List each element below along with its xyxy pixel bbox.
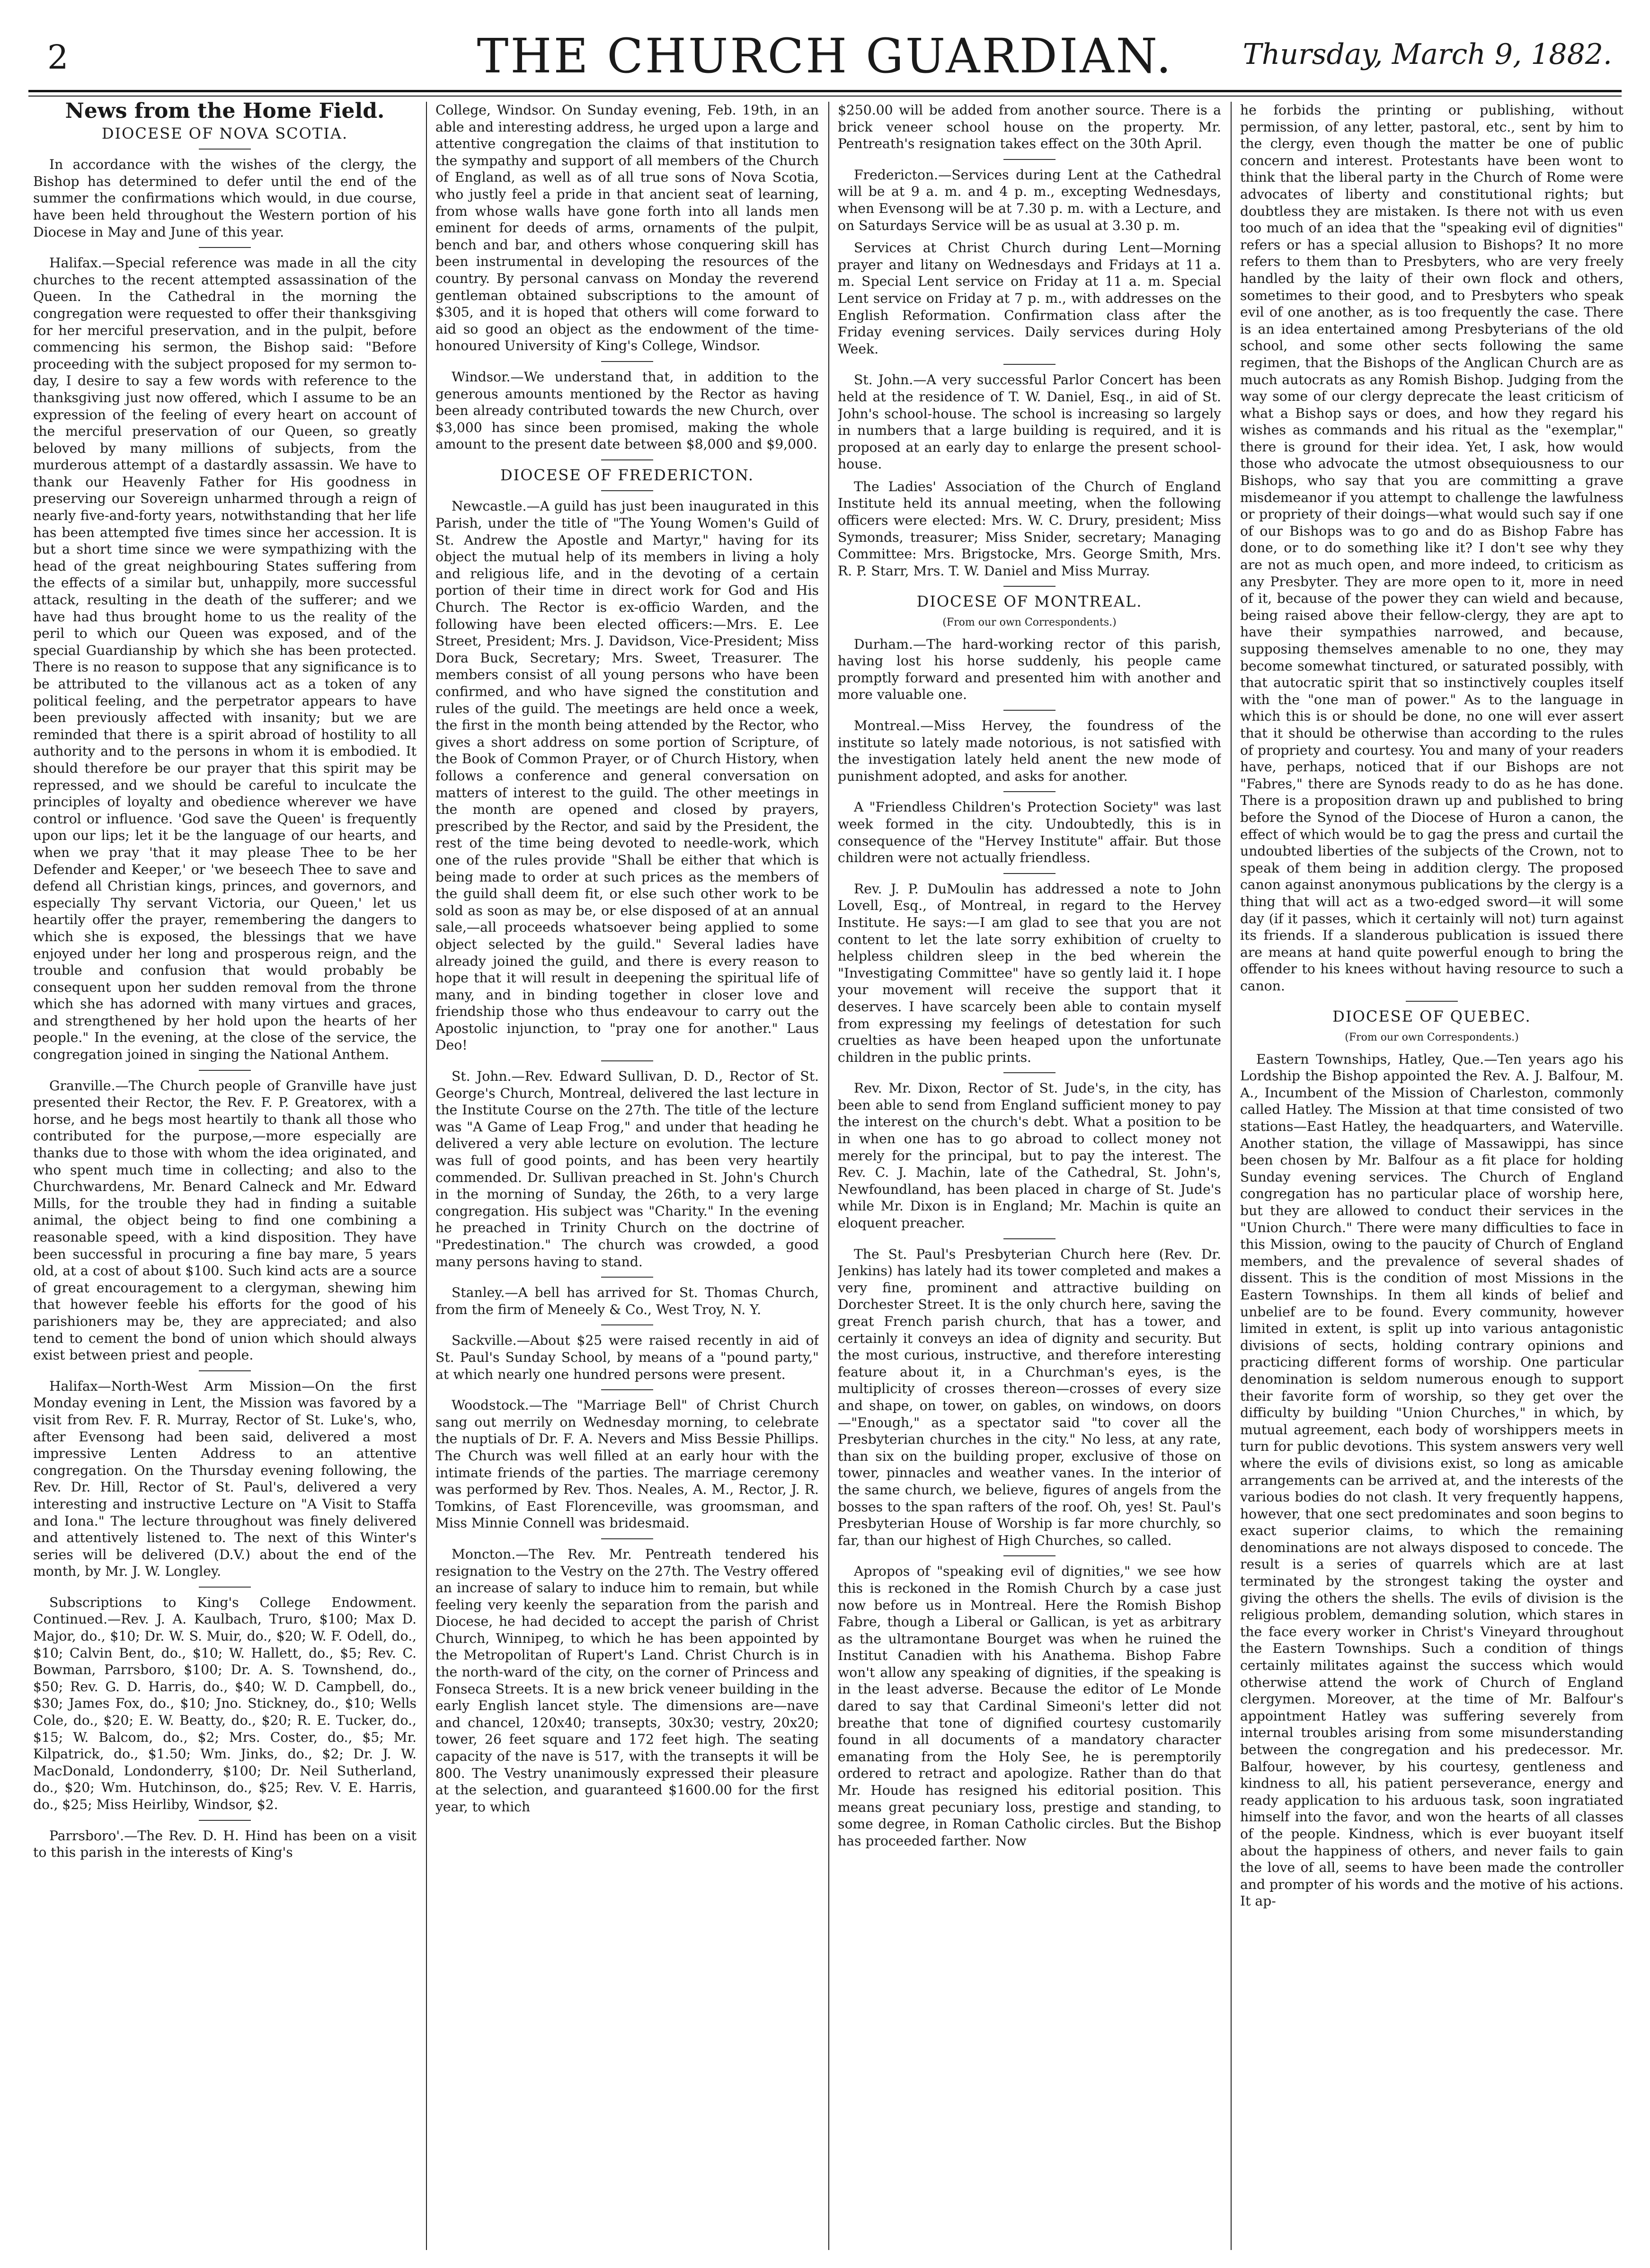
article-paragraph: St. John.—Rev. Edward Sullivan, D. D., Rector of St. George's Church, Montreal, delivered the last lecture in the Institute Course on the 27th. The title of the lecture was "A Game of Leap Frog," and under that heading he delivered a very able lecture on evolution. The lecture was full of good points, and has been very heartily commended. Dr. Sullivan preached in St. John's Church in the morning of Sunday, the 26th, to a very large congregation. His subject was "Charity." In the evening he preached in Trinity Church on the doctrine of "Predestination." The church was crowded, a good many persons having to stand. <box>435 1068 819 1270</box>
article-paragraph: Sackville.—About $25 were raised recently in aid of St. Paul's Sunday School, by means of a "pound party," at which nearly one hundred persons were present. <box>435 1333 819 1382</box>
article-paragraph: Stanley.—A bell has arrived for St. Thomas Church, from the firm of Meneely & Co., West Troy, N. Y. <box>435 1285 819 1317</box>
article-paragraph: Moncton.—The Rev. Mr. Pentreath tendered his resignation to the Vestry on the 27th. The Vestry offered an increase of salary to induce him to remain, but while feeling very keenly the separation from the parish and Diocese, he had decided to accept the parish of Christ Church, Winnipeg, to which he has been appointed by the Metropolitan of Rupert's Land. Christ Church is in the north-ward of the city, on the corner of Princess and Fonseca Streets. It is a new brick veneer building in the early English lancet style. The dimensions are—nave and chancel, 120x40; transepts, 30x30; vestry, 20x20; tower, 26 feet square and 172 feet high. The seating capacity of the nave is 517, with the transepts it will be 800. The Vestry unanimously expressed their pleasure at the selection, and guaranteed $1600.00 for the first year, to which <box>435 1546 819 1815</box>
article-paragraph: $250.00 will be added from another source. There is a brick veneer school house on the property. Mr. Pentreath's resignation takes effect on the 30th April. <box>838 102 1221 152</box>
article-paragraph: Subscriptions to King's College Endowment. Continued.—Rev. J. A. Kaulbach, Truro, $100; Max D. Major, do., $10; Dr. W. S. Muir, do., $20; W. F. Odell, do., $10; Calvin Bent, do., $10; W. Hallett, do., $5; Rev. C. Bowman, Parrsboro, $100; Dr. A. S. Townshend, do., $50; Rev. G. D. Harris, do., $40; W. D. Campbell, do., $30; James Fox, do., $10; Jno. Stickney, do., $10; Wells Cole, do., $20; E. W. Beatty, do., $20; R. E. Tucker, do., $15; W. Balcom, do., $2; Mrs. Coster, do., $5; Mr. Kilpatrick, do., $1.50; Wm. Jinks, do., $2; Dr. J. W. MacDonald, Londonderry, $100; Dr. Neil Sutherland, do., $20; Wm. Hutchinson, do., $25; Rev. V. E. Harris, do., $25; Miss Heirliby, Windsor, $2. <box>33 1594 417 1812</box>
article-separator <box>1003 1238 1056 1239</box>
article-paragraph: Halifax—North-West Arm Mission—On the first Monday evening in Lent, the Mission was favored by a visit from Rev. F. R. Murray, Rector of St. Luke's, who, after Evensong had been said, delivered a most impressive Lenten Address to an attentive congregation. On the Thursday evening following, the Rev. Dr. Hill, Rector of St. Paul's, delivered a very interesting and instructive Lecture on "A Visit to Staffa and Iona." The lecture throughout was finely delivered and attentively listened to. The next of this Winter's series will be delivered (D.V.) about the end of the month, by Mr. J. W. Longley. <box>33 1378 417 1580</box>
column-divider <box>1231 102 1232 2250</box>
article-separator <box>1003 710 1056 711</box>
column-3 <box>838 102 1221 2250</box>
column-divider <box>828 102 829 2250</box>
diocese-heading: DIOCESE OF MONTREAL. <box>916 592 1143 611</box>
article-separator <box>199 1820 251 1821</box>
article-paragraph: Woodstock.—The "Marriage Bell" of Christ Church sang out merrily on Wednesday morning, to celebrate the nuptials of Dr. F. A. Nevers and Miss Bessie Phillips. The Church was well filled at an early hour with the intimate friends of the parties. The marriage ceremony was performed by Rev. Thos. Neales, A. M., Rector, J. R. Tomkins, of East Florenceville, was groomsman, and Miss Minnie Connell was bridesmaid. <box>435 1397 819 1531</box>
article-separator <box>199 1070 251 1071</box>
article-paragraph: St. John.—A very successful Parlor Concert has been held at the residence of T. W. Daniel, Esq., in aid of St. John's school-house. The school is increasing so largely in numbers that a large building is required, and it is proposed at an early day to enlarge the present school-house. <box>838 372 1221 472</box>
article-separator <box>1003 873 1056 874</box>
article-separator <box>601 1277 653 1278</box>
article-separator <box>199 247 251 248</box>
article-separator <box>1003 586 1056 587</box>
article-paragraph: In accordance with the wishes of the clergy, the Bishop has determined to defer until the end of the summer the confirmations which would, in due course, have been held throughout the Western portion of his Diocese in May and June of this year. <box>33 157 417 240</box>
page-number: 2 <box>47 38 69 77</box>
article-paragraph: College, Windsor. On Sunday evening, Feb. 19th, in an able and interesting address, he urged upon a large and attentive congregation the claims of that institution to the sympathy and support of all members of the Church of England, as well as of all true sons of Nova Scotia, who justly feel a pride in that ancient seat of learning, from whose walls have gone forth into all lands men eminent for deeds of arms, ornaments of the pulpit, bench and bar, and others whose conquering skill has been instrumental in developing the resources of the country. By personal canvass on Monday the reverend gentleman obtained subscriptions to the amount of $305, and it is hoped that others will come forward to aid so good an object as the endowment of the time-honoured University of King's College, Windsor. <box>435 102 819 354</box>
column-1 <box>33 102 417 2250</box>
diocese-heading: DIOCESE OF NOVA SCOTIA. <box>101 124 348 142</box>
newspaper-title: THE CHURCH GUARDIAN. <box>477 28 1173 84</box>
section-title: News from the Home Field. <box>65 102 385 123</box>
masthead-rule <box>28 90 1622 92</box>
column-4 <box>1240 102 1623 2250</box>
column-2 <box>435 102 819 2250</box>
article-paragraph: Rev. Mr. Dixon, Rector of St. Jude's, in the city, has been able to send from England sufficient money to pay the interest on the church's debt. What a position to be in when one has to go abroad to collect money not merely for the principal, but to pay the interest. The Rev. C. J. Machin, late of the Cathedral, St. John's, Newfoundland, has been placed in charge of St. Jude's while Mr. Dixon is in England; Mr. Machin is quite an eloquent preacher. <box>838 1080 1221 1231</box>
diocese-heading: DIOCESE OF FREDERICTON. <box>500 466 754 484</box>
article-separator <box>1406 1001 1458 1002</box>
masthead <box>28 19 1622 90</box>
correspondent-note: (From our own Correspondents.) <box>1345 1032 1519 1044</box>
article-separator <box>199 1587 251 1588</box>
article-paragraph: Fredericton.—Services during Lent at the Cathedral will be at 9 a. m. and 4 p. m., excepting Wednesdays, when Evensong will be at 7.30 p. m. with a Lecture, and on Saturdays Service will be as usual at 3.30 p. m. <box>838 167 1221 233</box>
article-separator <box>601 1538 653 1539</box>
article-separator <box>601 1324 653 1325</box>
article-separator <box>1003 1555 1056 1556</box>
article-separator <box>601 1389 653 1390</box>
article-paragraph: Apropos of "speaking evil of dignities," we see how this is reckoned in the Romish Church by a case just now before us in Montreal. Here the Romish Bishop Fabre, though a Liberal or Gallican, is yet as arbitrary as the ultramontane Bourget was when he ruined the Institut Canadien with his Anathema. Bishop Fabre won't allow any speaking of dignities, if the speaking is in the least adverse. Because the editor of Le Monde dared to say that Cardinal Simeoni's letter did not breathe that tone of dignified courtesy customarily found in all documents of a mandatory character emanating from the Holy See, he is peremptorily ordered to retract and apologize. Rather than do that Mr. Houde has resigned his editorial position. This means great pecuniary loss, prestige and standing, to some degree, in Roman Catholic circles. But the Bishop has proceeded farther. Now <box>838 1563 1221 1849</box>
article-separator <box>1003 1072 1056 1073</box>
article-paragraph: Parrsboro'.—The Rev. D. H. Hind has been on a visit to this parish in the interests of King's <box>33 1827 417 1861</box>
article-paragraph: Services at Christ Church during Lent—Morning prayer and litany on Wednesdays and Fridays at 11 a. m. Special Lent service on Friday at 11 a. m. Special Lent service on Friday at 7 p. m., with addresses on the English Reformation. Confirmation class after the Friday evening services. Daily services during Holy Week. <box>838 240 1221 357</box>
correspondent-note: (From our own Correspondents.) <box>942 617 1117 629</box>
article-separator <box>1003 364 1056 365</box>
article-separator <box>601 459 653 460</box>
article-paragraph: Newcastle.—A guild has just been inaugurated in this Parish, under the title of "The Young Women's Guild of St. Andrew the Apostle and Martyr," having for its object the mutual help of its members in living a holy and religious life, and in the devoting of a certain portion of their time in direct work for God and His Church. The Rector is ex-officio Warden, and the following have been elected officers:—Mrs. E. Lee Street, President; Mrs. J. Davidson, Vice-President; Miss Dora Buck, Secretary; Mrs. Sweet, Treasurer. The members consist of all young persons who have been confirmed, and who have signed the constitution and rules of the guild. The meetings are held once a week, the first in the month being attended by the Rector, who gives a short address on some portion of Scripture, of the Book of Common Prayer, or of Church History, when follows a conference and general conversation on matters of interest to the guild. The other meetings in the month are opened and closed by prayers, prescribed by the Rector, and said by the President, the rest of the time being devoted to needle-work, which one of the rules provide "Shall be either that which is being made to order at such prices as the members of the guild shall deem fit, or else such other work to be sold as soon as may be, or else disposed of at an annual sale,—all proceeds whatsoever being applied to some object selected by the guild." Several ladies have already joined the guild, and there is every reason to hope that it will result in deepening the spiritual life of many, and in binding together in closer love and friendship those who thus endeavour to carry out the Apostolic injunction, to "pray one for another." Laus Deo! <box>435 498 819 1053</box>
article-separator <box>601 1060 653 1061</box>
diocese-heading: DIOCESE OF QUEBEC. <box>1332 1007 1531 1026</box>
article-separator <box>1003 159 1056 160</box>
article-paragraph: Eastern Townships, Hatley, Que.—Ten years ago his Lordship the Bishop appointed the Rev. A. J. Balfour, M. A., Incumbent of the Mission of Charleston, commonly called Hatley. The Mission at that time consisted of two stations—East Hatley, the headquarters, and Waterville. Another station, the village of Massawippi, has since been chosen by Mr. Balfour as a fit place for holding Sunday evening services. The Church of England congregation has no particular place of worship here, but they are allowed to conduct their services in the "Union Church." There were many difficulties to face in this Mission, owing to the paucity of Church of England members, and the prevalence of several shades of dissent. This is the condition of most Missions in the Eastern Townships. In them all kinds of belief and unbelief are to be found. Every community, however limited in extent, is split up into various antagonistic divisions of sects, holding contrary opinions and practicing different forms of worship. One particular denomination is seldom numerous enough to support their favorite form of worship, so they get over the difficulty by building "Union Churches," in which, by mutual agreement, each body of worshippers meets in turn for public devotions. This system answers very well where the evils of divisions exist, so long as amicable arrangements can be arrived at, and the interests of the various bodies do not clash. It very frequently happens, however, that one sect predominates and soon begins to exact superior claims, to which the remaining denominations are not always disposed to concede. The result is a series of quarrels which are at last terminated by the strongest taking the oyster and giving the others the shells. The evils of division is the religious problem, demanding solution, which stares in the face every worker in Christ's Vineyard throughout the Eastern Townships. Such a condition of things certainly militates against the success which would otherwise attend the work of Church of England clergymen. Moreover, at the time of Mr. Balfour's appointment Hatley was suffering severely from internal troubles arising from some misunderstanding between the congregation and his predecessor. Mr. Balfour, however, by his courtesy, gentleness and kindness to all, his patient perseverance, energy and ready application to his arduous task, soon ingratiated himself into the favor, and won the hearts of all classes of the people. Kindness, which is ever buoyant itself about the happiness of others, and never fails to gain the love of all, seems to have been made the controller and prompter of his words and the motive of his actions. It ap- <box>1240 1051 1623 1909</box>
issue-date: Thursday, March 9, 1882. <box>1242 38 1612 71</box>
article-separator <box>1003 791 1056 792</box>
article-separator <box>601 361 653 362</box>
article-paragraph: A "Friendless Children's Protection Society" was last week formed in the city. Undoubtedly, this is in consequence of the "Hervey Institute" affair. But those children were not actually friendless. <box>838 799 1221 866</box>
article-paragraph: Montreal.—Miss Hervey, the foundress of the institute so lately made notorious, is not satisfied with the investigation lately held anent the new mode of punishment adopted, and asks for another. <box>838 718 1221 784</box>
article-paragraph: he forbids the printing or publishing, without permission, of any letter, pastoral, etc., sent by him to the clergy, even though the matter be one of public concern and interest. Protestants have been wont to think that the liberal party in the Church of Rome were advocates of liberty and constitutional rights; but doubtless they are mistaken. Is there not with us even too much of an idea that the "speaking evil of dignities" refers or has a special allusion to Bishops? It no more refers to them than to Presbyters, who are very freely handled by the laity of their own flock and others, sometimes to their good, and to Presbyters who speak evil of one another, as is too frequently the case. There is an idea entertained among Presbyterians of the old school, and some other sects following the same regimen, that the Bishops of the Anglican Church are as much autocrats as any Romish Bishop. Judging from the way some of our clergy deprecate the least criticism of what a Bishop says or does, and how they regard his wishes as commands and his ritual as the "exemplar," there is ground for their idea. Yet, I ask, how would those who advocate the utmost obsequiousness to our Bishops, who say that you are committing a grave misdemeanor if you attempt to challenge the lawfulness or propriety of their doings—what would such say if one of our Bishops was to go and do as Bishop Fabre has done, or to do something like it? I don't see why they are not as much open, and more indeed, to criticism as any Presbyter. They are more open to it, more in need of it, because of the power they can wield and because, being raised above their fellow-clergy, they are apt to have their sympathies narrowed, and because, supposing themselves amenable to no one, they may become somewhat tinctured, or saturated possibly, with that autocratic spirit that so instinctively couples itself with the "one man of power." As to the language in which this is or should be done, no one will ever assert that it should be otherwise than according to the rules of propriety and courtesy. You and many of your readers have, perhaps, noticed that if our Bishops are not "Fabres," there are Synods ready to do as he has done. There is a proposition drawn up and published to bring before the Synod of the Diocese of Huron a canon, the effect of which would be to gag the press and curtail the undoubted liberties of the subjects of the Crown, not to speak of them being in addition clergy. The proposed canon against anonymous publications by the clergy is a thing that will act as a two-edged sword—it will some day (if it passes, which it certainly will not) turn against its friends. If a slanderous publication is issued there are means at hand quite powerful enough to bring the offender to his knees without having resource to such a canon. <box>1240 102 1623 994</box>
article-paragraph: The Ladies' Association of the Church of England Institute held its annual meeting, when the following officers were elected: Mrs. W. C. Drury, president; Miss Symonds, treasurer; Miss Snider, secretary; Managing Committee: Mrs. Brigstocke, Mrs. George Smith, Mrs. R. P. Starr, Mrs. T. W. Daniel and Miss Murray. <box>838 478 1221 579</box>
article-separator <box>601 490 653 491</box>
article-paragraph: Halifax.—Special reference was made in all the city churches to the recent attempted assassination of the Queen. In the Cathedral in the morning the congregation were requested to offer their thanksgiving for her merciful preservation, and in the pulpit, before commencing his sermon, the Bishop said: "Before proceeding with the subject proposed for my sermon to-day, I desire to say a few words with reference to the thanksgiving just now offered, which I assume to be an expression of the feeling of every heart on account of the merciful preservation of our Queen, so greatly beloved by many millions of subjects, from the murderous attempt of a dastardly assassin. We have to thank our Heavenly Father for His goodness in preserving our Sovereign unharmed through a reign of nearly five-and-forty years, notwithstanding that her life has been attempted five times since her accession. It is but a short time since we were sympathizing with the head of the great neighbouring States suffering from the effects of a similar but, unhappily, more successful attack, resulting in the death of the sufferer; and we have had thus brought home to us the reality of the peril to which our Queen was exposed, and of the special Guardianship by which she has been protected. There is no reason to suppose that any significance is to be attributed to the villanous act as a token of any political feeling, and the perpetrator appears to have been previously affected with insanity; but we are reminded that there is a spirit abroad of hostility to all authority and to the persons in whom it is embodied. It should therefore be our prayer that this spirit may be repressed, and we should be careful to inculcate the principles of loyalty and obedience wherever we have control or influence. 'God save the Queen' is frequently upon our lips; let it be the language of our hearts, and when we pray 'that it may please Thee to be her Defender and Keeper,' or 'we beseech Thee to save and defend all Christian kings, princes, and governors, and especially Thy servant Victoria, our Queen,' let us heartily offer the prayer, remembering the dangers to which she is exposed, the blessings that we have enjoyed under her long and prosperous reign, and the trouble and confusion that would probably be consequent upon her sudden removal from the throne which she has adorned with many virtues and graces, and strengthened by her hold upon the hearts of her people." In the evening, at the close of the service, the congregation joined in singing the National Anthem. <box>33 255 417 1063</box>
article-paragraph: Windsor.—We understand that, in addition to the generous amounts mentioned by the Rector as having been already contributed towards the new Church, over $3,000 has since been promised, making the whole amount to the present date between $8,000 and $9,000. <box>435 369 819 452</box>
article-paragraph: Rev. J. P. DuMoulin has addressed a note to John Lovell, Esq., of Montreal, in regard to the Hervey Institute. He says:—I am glad to see that you are not content to let the late sorry exhibition of cruelty to helpless children sleep in the bed wherein the "Investigating Committee" have so gently laid it. I hope your movement will receive the support that it deserves. I have scarcely been able to contain myself from expressing my feelings of detestation for such cruelties as have been heaped upon the unfortunate children in the public prints. <box>838 881 1221 1065</box>
masthead-rule-thin <box>28 96 1622 97</box>
article-paragraph: Granville.—The Church people of Granville have just presented their Rector, the Rev. F. P. Greatorex, with a horse, and he begs most heartily to thank all those who contributed for the purpose,—more especially are thanks due to those with whom the idea originated, and who spent much time in collecting; and also to the Churchwardens, Mr. Benard Calneck and Mr. Edward Mills, for the trouble they had in finding a suitable animal, the object being to find one combining a reasonable speed, with a kind disposition. They have been successful in procuring a fine bay mare, 5 years old, at a cost of about $100. Such kind acts are a source of great encouragement to a clergyman, shewing him that however feeble his efforts for the good of his parishioners may be, they are appreciated; and also tend to cement the bond of union which should always exist between priest and people. <box>33 1077 417 1363</box>
article-paragraph: The St. Paul's Presbyterian Church here (Rev. Dr. Jenkins) has lately had its tower completed and makes a very fine, prominent and attractive building on Dorchester Street. It is the only church here, saving the great French parish church, that has a tower, and certainly it conveys an idea of dignity and security. But the most curious, instructive, and therefore interesting feature about it, in a Churchman's eyes, is the multiplicity of crosses thereon—crosses of every size and shape, on tower, on gables, on windows, on doors—"Enough," as a spectator said "to cover all the Presbyterian churches in the city." No less, at any rate, than six on the building proper, exclusive of those on tower, pinnacles and weather vanes. In the interior of the same church, we believe, figures of angels from the bosses to the span rafters of the roof. Oh, yes! St. Paul's Presbyterian House of Worship is far more churchly, so far, than our highest of High Churches, so called. <box>838 1246 1221 1548</box>
column-divider <box>426 102 427 2250</box>
article-separator <box>199 149 251 150</box>
article-separator <box>199 1370 251 1371</box>
article-paragraph: Durham.—The hard-working rector of this parish, having lost his horse suddenly, his people came promptly forward and presented him with another and more valuable one. <box>838 636 1221 703</box>
